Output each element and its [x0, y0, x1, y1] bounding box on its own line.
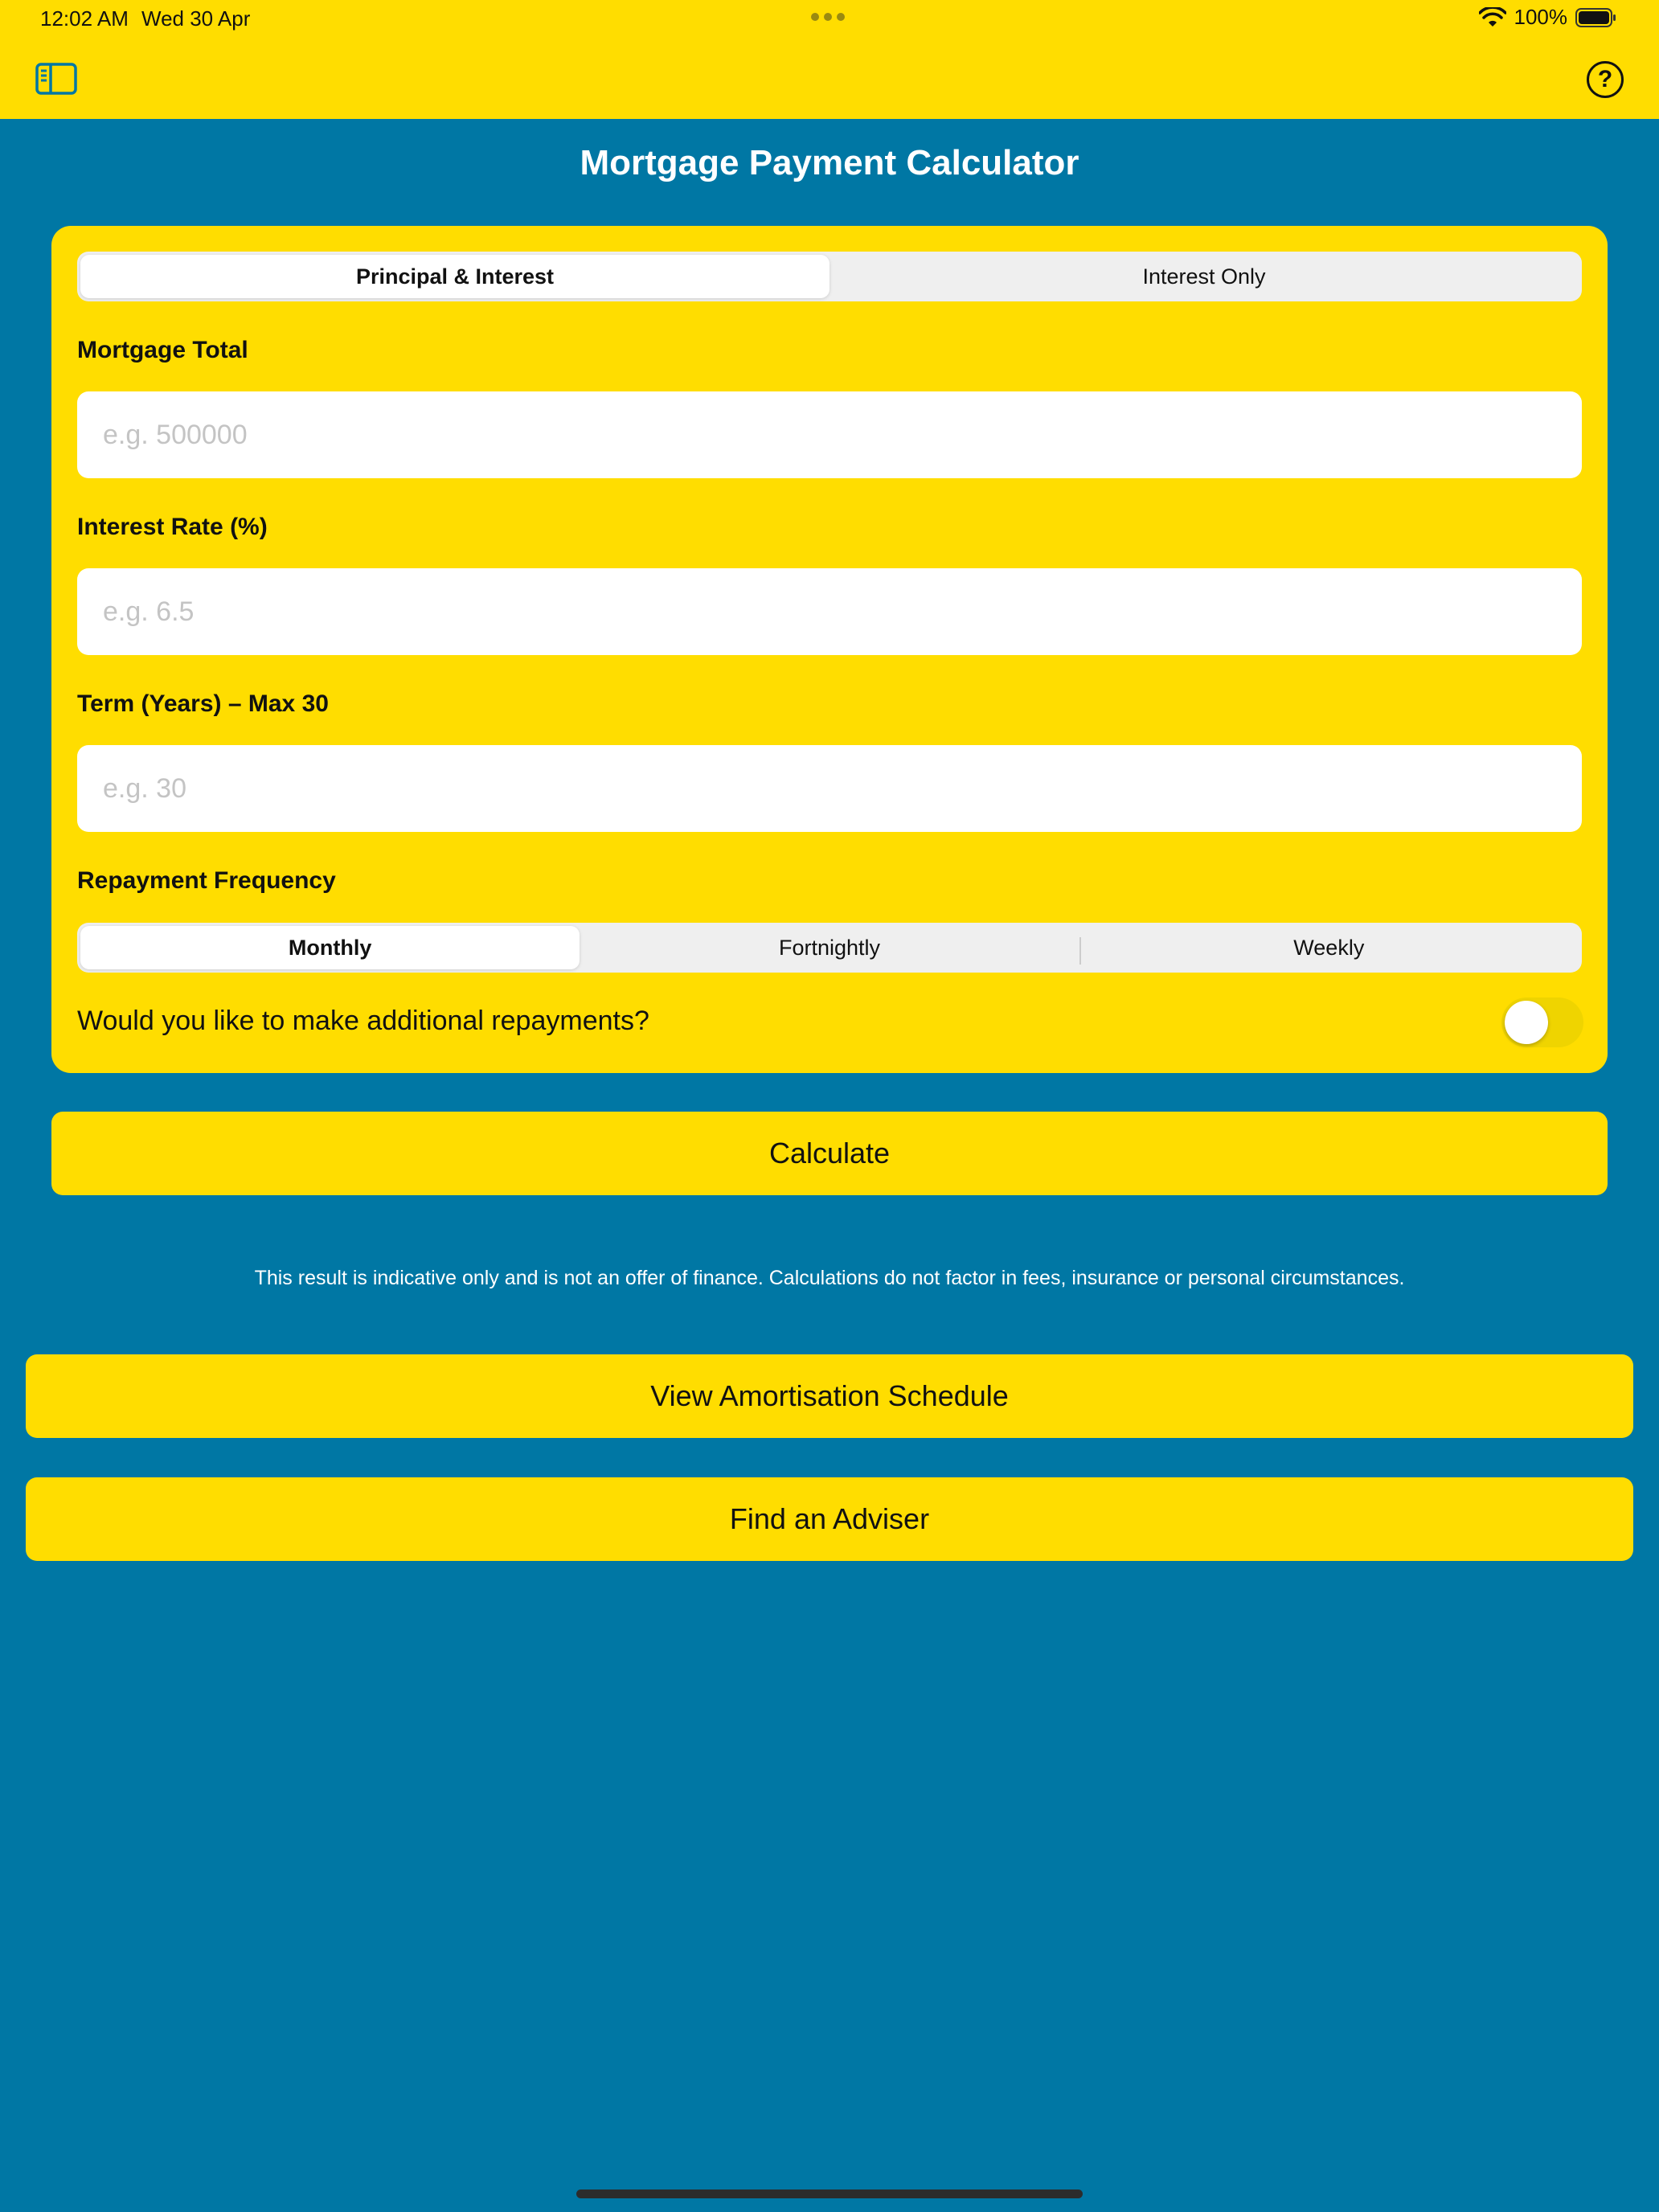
mortgage-total-label: Mortgage Total	[77, 337, 248, 363]
term-label: Term (Years) – Max 30	[77, 690, 329, 717]
segment-interest-only[interactable]: Interest Only	[1142, 264, 1266, 289]
help-button[interactable]	[1587, 61, 1624, 98]
question-mark-icon: ?	[1597, 66, 1613, 92]
status-right	[1479, 5, 1618, 30]
status-date: Wed 30 Apr	[141, 6, 251, 31]
home-indicator[interactable]	[576, 2189, 1083, 2198]
disclaimer-text: This result is indicative only and is not an offer of finance. Calculations do not factor in fees, insurance or personal circumstances.	[254, 1267, 1405, 1289]
find-an-adviser-button[interactable]: Find an Adviser	[26, 1477, 1633, 1561]
interest-rate-input[interactable]	[77, 568, 1582, 655]
segment-monthly[interactable]: Monthly	[80, 926, 580, 969]
status-time: 12:02 AM	[40, 6, 129, 31]
calculator-form-card	[51, 226, 1608, 1073]
additional-repayments-question: Would you like to make additional repayments?	[77, 1006, 649, 1036]
toggle-knob	[1505, 1001, 1548, 1044]
additional-repayments-toggle[interactable]	[1501, 997, 1583, 1047]
battery-icon	[1575, 8, 1617, 27]
top-bar	[0, 0, 1659, 119]
multitasking-dots-icon[interactable]	[811, 13, 845, 21]
page-title: Mortgage Payment Calculator	[580, 143, 1079, 182]
calculate-button[interactable]: Calculate	[51, 1112, 1608, 1195]
repayment-frequency-label: Repayment Frequency	[77, 867, 336, 894]
loan-type-segmented-control	[77, 252, 1582, 301]
frequency-segmented-control	[77, 923, 1582, 973]
wifi-icon	[1479, 7, 1506, 28]
term-input[interactable]	[77, 745, 1582, 832]
sidebar-toggle-icon[interactable]	[35, 61, 77, 96]
battery-percentage: 100%	[1514, 5, 1567, 29]
mortgage-total-input[interactable]	[77, 391, 1582, 478]
segment-weekly[interactable]: Weekly	[1079, 926, 1579, 969]
view-amortisation-schedule-button[interactable]: View Amortisation Schedule	[26, 1354, 1633, 1438]
segment-fortnightly[interactable]: Fortnightly	[778, 935, 881, 960]
segment-principal-interest[interactable]: Principal & Interest	[80, 255, 830, 298]
interest-rate-label: Interest Rate (%)	[77, 514, 268, 540]
